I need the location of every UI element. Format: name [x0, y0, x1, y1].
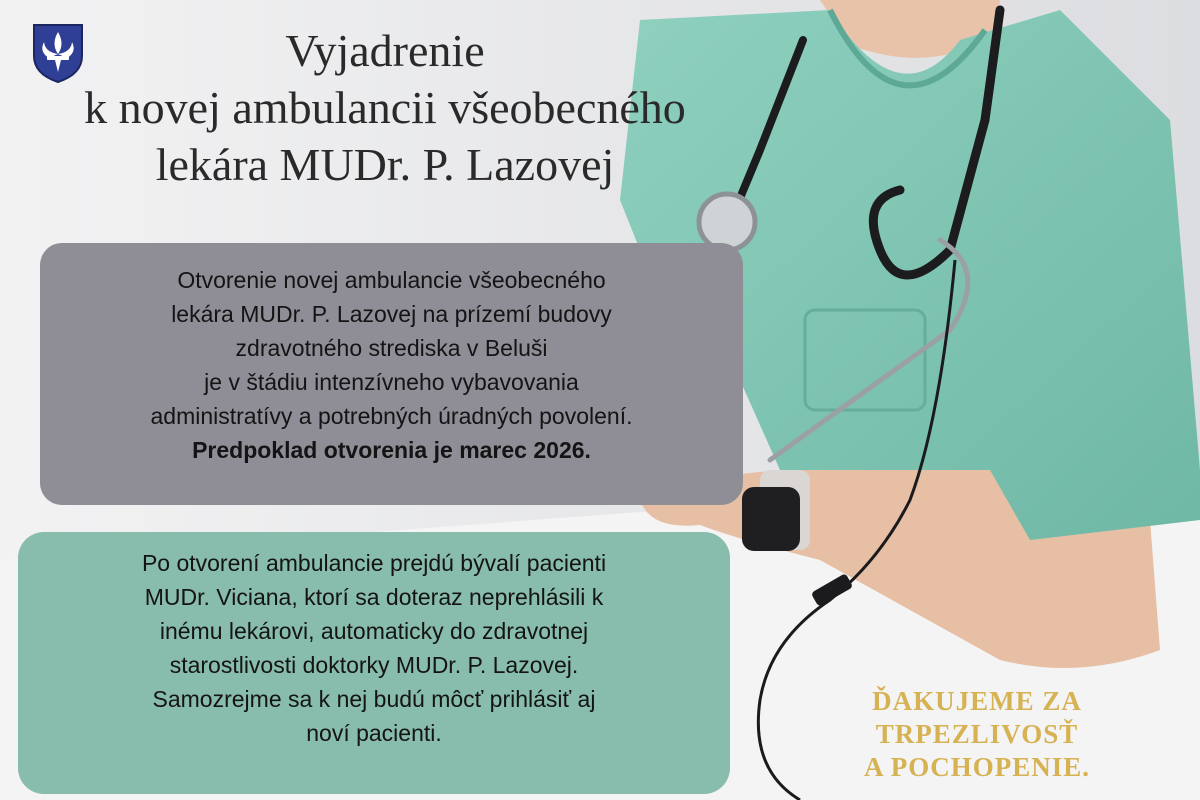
- thanks-line-1: ĎAKUJEME ZA: [872, 686, 1082, 716]
- status-line-3: zdravotného strediska v Beluši: [235, 335, 548, 361]
- status-line-2: lekára MUDr. P. Lazovej na prízemí budovy: [171, 301, 612, 327]
- stethoscope-chestpiece: [699, 194, 755, 250]
- opening-status-box: [40, 243, 743, 505]
- opening-date-highlight: Predpoklad otvorenia je marec 2026.: [192, 437, 591, 463]
- title-line-2: k novej ambulancii všeobecného: [84, 82, 686, 133]
- transfer-line-6: noví pacienti.: [306, 720, 442, 746]
- transfer-line-4: starostlivosti doktorky MUDr. P. Lazovej.: [169, 652, 579, 678]
- status-line-1: Otvorenie novej ambulancie všeobecného: [177, 267, 606, 293]
- page-title: [0, 22, 770, 193]
- transfer-line-1: Po otvorení ambulancie prejdú bývalí pacienti: [141, 550, 607, 576]
- thanks-line-2: TRPEZLIVOSŤ: [875, 719, 1079, 749]
- title-line-1: Vyjadrenie: [285, 25, 485, 76]
- transfer-line-2: MUDr. Viciana, ktorí sa doteraz neprehlásili k: [144, 584, 604, 610]
- smartwatch-face: [742, 487, 800, 551]
- status-line-4: je v štádiu intenzívneho vybavovania: [204, 369, 579, 395]
- transfer-line-3: inému lekárovi, automaticky do zdravotnej: [159, 618, 589, 644]
- title-line-3: lekára MUDr. P. Lazovej: [155, 139, 615, 190]
- transfer-line-5: Samozrejme sa k nej budú môcť prihlásiť aj: [152, 686, 596, 712]
- status-line-5: administratívy a potrebných úradných povolení.: [150, 403, 633, 429]
- patient-transfer-box: [18, 532, 730, 794]
- thanks-note: [832, 685, 1122, 784]
- thanks-line-3: A POCHOPENIE.: [863, 752, 1091, 782]
